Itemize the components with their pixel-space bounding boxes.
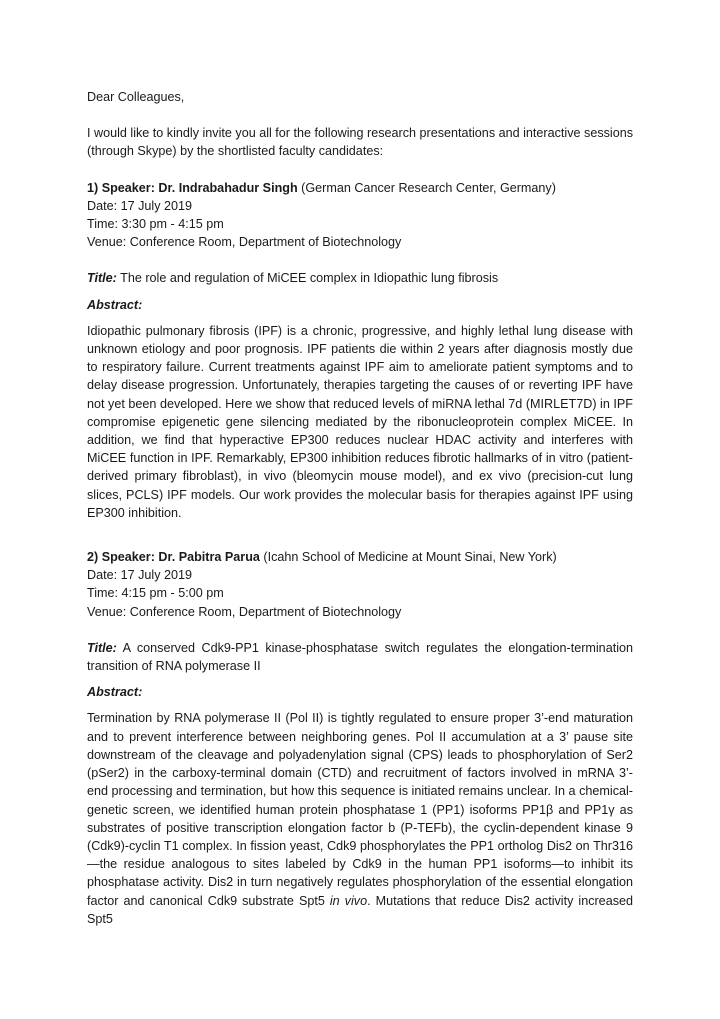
talk1-time: Time: 3:30 pm - 4:15 pm <box>87 217 224 232</box>
invitation-letter <box>87 88 633 928</box>
talk2-title: A conserved Cdk9-PP1 kinase-phosphatase switch regulates the elongation-termination transition of RNA polymerase II <box>87 640 634 674</box>
talk1-abstract-label: Abstract: <box>87 297 143 312</box>
talk2-abstract-italic: in vivo <box>329 893 368 908</box>
talk2-speaker-line <box>87 548 633 566</box>
talk2-abstract <box>87 709 633 927</box>
talk1-speaker-line <box>87 179 633 197</box>
talk2-abstract-label: Abstract: <box>87 685 143 700</box>
talk2-speaker: Speaker: Dr. Pabitra Parua <box>101 550 260 565</box>
talk2-title-line <box>87 639 633 675</box>
talk2-time: Time: 4:15 pm - 5:00 pm <box>87 586 224 601</box>
talk1-title: The role and regulation of MiCEE complex in Idiopathic lung fibrosis <box>120 271 499 286</box>
talk2-abstract-main: Termination by RNA polymerase II (Pol II) is tightly regulated to ensure proper 3’-end maturation and to prevent interference between neighboring genes. Pol II accumulation at a 3’ pause site downstream of the cleavage and polyadenylation signal (CPS) leads to phosphorylation of Ser2 (pSer2) in the carboxy-terminal domain (CTD) and recruitment of factors involved in mRNA 3’- end processing and termination, but how this sequence is initiated remains unclear. In a chemical-genetic screen, we identified human protein phosphatase 1 (PP1) isoforms PP1β and PP1γ as substrates of positive transcription elongation factor b (P-TEFb), the cyclin-dependent kinase 9 (Cdk9)-cyclin T1 complex. In fission yeast, Cdk9 phosphorylates the PP1 ortholog Dis2 on Thr316—the residue analogous to sites labeled by Cdk9 in the human PP1 isoforms—to inhibit its phosphatase activity. Dis2 in turn negatively regulates phosphorylation of the essential elongation factor and canonical Cdk9 substrate Spt5 <box>87 711 633 908</box>
talk2-abstract-tail: . Mutations that reduce Dis2 activity increased Spt5 <box>87 893 633 926</box>
talk2-venue: Venue: Conference Room, Department of Biotechnology <box>87 604 402 619</box>
talk2-number: 2) <box>87 550 99 565</box>
greeting: Dear Colleagues, <box>87 90 185 104</box>
talk1-abstract: Idiopathic pulmonary fibrosis (IPF) is a chronic, progressive, and highly lethal lung disease with unknown etiology and poor prognosis. IPF patients die within 2 years after diagnosis mostly due to respiratory failure. Current treatments against IPF aim to ameliorate patient symptoms and to delay disease progression. Unfortunately, therapies targeting the causes of or reverting IPF have not yet been developed. Here we show that reduced levels of miRNA lethal 7d (MIRLET7D) in IPF compromise epigenetic gene silencing mediated by the ribonucleoprotein complex MiCEE. In addition, we find that hyperactive EP300 reduces nuclear HDAC activity and interferes with MiCEE function in IPF. Remarkably, EP300 inhibition reduces fibrotic hallmarks of in vitro (patient-derived primary fibroblast), in vivo (bleomycin mouse model), and ex vivo (precision-cut lung slices, PCLS) IPF models. Our work provides the molecular basis for therapies against IPF using EP300 inhibition. <box>87 323 633 520</box>
talk1-title-label: Title: <box>87 271 117 286</box>
talk1-number: 1) <box>87 180 99 195</box>
talk2-date: Date: 17 July 2019 <box>87 568 193 583</box>
talk1-venue: Venue: Conference Room, Department of Biotechnology <box>87 235 402 250</box>
talk1-date: Date: 17 July 2019 <box>87 198 193 213</box>
intro-paragraph: I would like to kindly invite you all for the following research presentations and interactive sessions (through Skype) by the shortlisted faculty candidates: <box>87 126 634 159</box>
talk1-title-line <box>87 269 633 287</box>
talk2-affiliation: (Icahn School of Medicine at Mount Sinai, New York) <box>263 550 557 565</box>
talk1-affiliation: (German Cancer Research Center, Germany) <box>301 180 556 195</box>
talk2-title-label: Title: <box>87 640 117 655</box>
talk1-speaker: Speaker: Dr. Indrabahadur Singh <box>101 180 298 195</box>
